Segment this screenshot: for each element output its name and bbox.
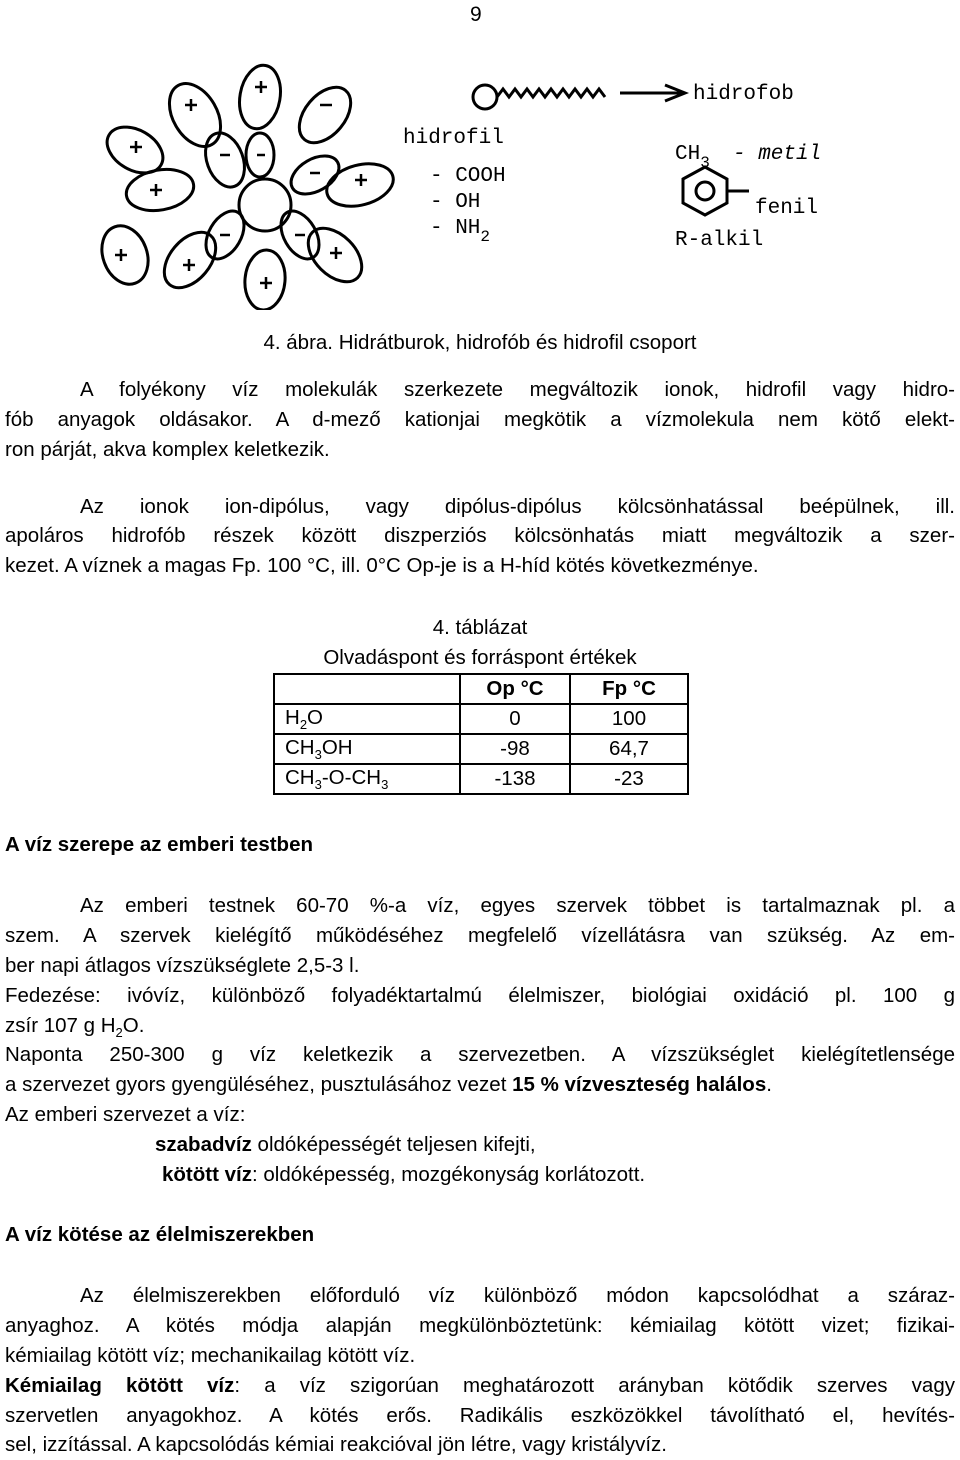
- table-title: Olvadáspont és forráspont értékek: [323, 646, 637, 669]
- s1p2-line2: zsír 107 g $H_2O$.: [5, 1014, 145, 1041]
- fp-cell: -23: [570, 764, 688, 794]
- water-molecule: [199, 128, 252, 193]
- fp-cell: 100: [570, 704, 688, 734]
- label-oh: - OH: [430, 191, 481, 214]
- water-molecule: [284, 148, 345, 202]
- s2p1-line1: Az élelmiszerekben előforduló víz különböző módon kapcsolódhat a száraz-: [80, 1284, 955, 1307]
- s1p1-line2: szem. A szervek kielégítő működéséhez megfelelő vízellátásra van szükség. Az em-: [5, 924, 955, 947]
- s2p2-line3: sel, izzítással. A kapcsolódás kémiai reakcióval jön létre, vagy kristályvíz.: [5, 1433, 667, 1456]
- hydrate-shell-figure: [85, 55, 885, 310]
- free-water-line: szabadvíz oldóképességét teljesen kifejti,: [155, 1133, 536, 1156]
- s1p1-line3: ber napi átlagos vízszükséglete 2,5-3 l.: [5, 954, 360, 977]
- s1p2-line1: Fedezése: ivóvíz, különböző folyadéktartalmú élelmiszer, biológiai oxidáció pl. 100 g: [5, 984, 955, 1007]
- table-header-row: [274, 674, 688, 704]
- op-cell: 0: [460, 704, 570, 734]
- water-molecule: [235, 62, 286, 132]
- s1p1-line1: Az emberi testnek 60-70 %-a víz, egyes szervek többet is tartalmaznak pl. a: [80, 894, 955, 917]
- s2p2-line1: Kémiailag kötött víz: a víz szigorúan meghatározott arányban kötődik szerves vagy: [5, 1374, 955, 1397]
- label-fenil: fenil: [755, 197, 819, 220]
- s2p2-line2: szervetlen anyagokhoz. A kötés erős. Radikális eszközökkel távolítható el, hevítés-: [5, 1404, 955, 1427]
- s1p4: Az emberi szervezet a víz:: [5, 1103, 246, 1126]
- para1-line3: ron párját, akva komplex keletkezik.: [5, 438, 330, 461]
- s2p1-line2: anyaghoz. A kötés módja alapján megkülönböztetünk: kémiailag kötött vizet; fizikai-: [5, 1314, 955, 1337]
- melting-boiling-table: [273, 673, 689, 795]
- label-hidrofil: hidrofil: [403, 127, 504, 150]
- compound-cell: $CH_3-O-CH_3$: [274, 764, 460, 794]
- table-header-empty: [274, 674, 460, 704]
- figure-caption: 4. ábra. Hidrátburok, hidrofób és hidrofil csoport: [263, 331, 697, 354]
- water-molecule: [159, 75, 231, 156]
- para2-line2: apoláros hidrofób részek között diszperziós kölcsönhatás miatt megváltozik a szer-: [5, 524, 955, 547]
- para2-line3: kezet. A víznek a magas Fp. 100 °C, ill. 0°C Op-je is a H-híd kötés következménye.: [5, 554, 759, 577]
- para2-line1: Az ionok ion-dipólus, vagy dipólus-dipólus kölcsönhatással beépülnek, ill.: [80, 495, 955, 518]
- compound-cell: $CH_3OH$: [274, 734, 460, 764]
- central-ion: [239, 179, 291, 231]
- para1-line2: fób anyagok oldásakor. A d-mező kationjai megkötik a vízmolekula nem kötő elekt-: [5, 408, 955, 431]
- water-molecule: [289, 78, 361, 153]
- table-row: [274, 704, 688, 734]
- s2p1-line3: kémiailag kötött víz; mechanikailag kötött víz.: [5, 1344, 416, 1367]
- label-ch3: $CH_3$: [675, 143, 710, 172]
- bound-water-line: kötött víz: oldóképesség, mozgékonyság korlátozott.: [162, 1163, 646, 1186]
- table-row: [274, 764, 688, 794]
- op-cell: -98: [460, 734, 570, 764]
- s1p3-line1: Naponta 250-300 g víz keletkezik a szervezetben. A vízszükséglet kielégítetlensége: [5, 1043, 955, 1066]
- hydrophilic-head: [473, 85, 497, 109]
- section2-heading: A víz kötése az élelmiszerekben: [5, 1223, 315, 1246]
- s1p3-line2: a szervezet gyors gyengüléséhez, pusztulásához vezet 15 % vízveszteség halálos.: [5, 1073, 772, 1096]
- compound-cell: $H_2O$: [274, 704, 460, 734]
- label-cooh: - COOH: [430, 165, 506, 188]
- table-header-fp: Fp °C: [570, 674, 688, 704]
- table-header-op: Op °C: [460, 674, 570, 704]
- fp-cell: 64,7: [570, 734, 688, 764]
- label-ralkil: R-alkil: [675, 229, 764, 252]
- para1-line1: A folyékony víz molekulák szerkezete megváltozik ionok, hidrofil vagy hidro-: [80, 378, 955, 401]
- section1-heading: A víz szerepe az emberi testben: [5, 833, 314, 856]
- label-nh2: - $NH_2$: [430, 217, 491, 246]
- table-row: [274, 734, 688, 764]
- page-number: 9: [470, 3, 482, 26]
- table-number: 4. táblázat: [432, 616, 528, 639]
- label-hidrofob: hidrofob: [693, 83, 794, 106]
- label-metil: - metil: [733, 143, 822, 166]
- phenyl-ring: [683, 167, 727, 215]
- op-cell: -138: [460, 764, 570, 794]
- hydrophobic-tail: [497, 89, 605, 97]
